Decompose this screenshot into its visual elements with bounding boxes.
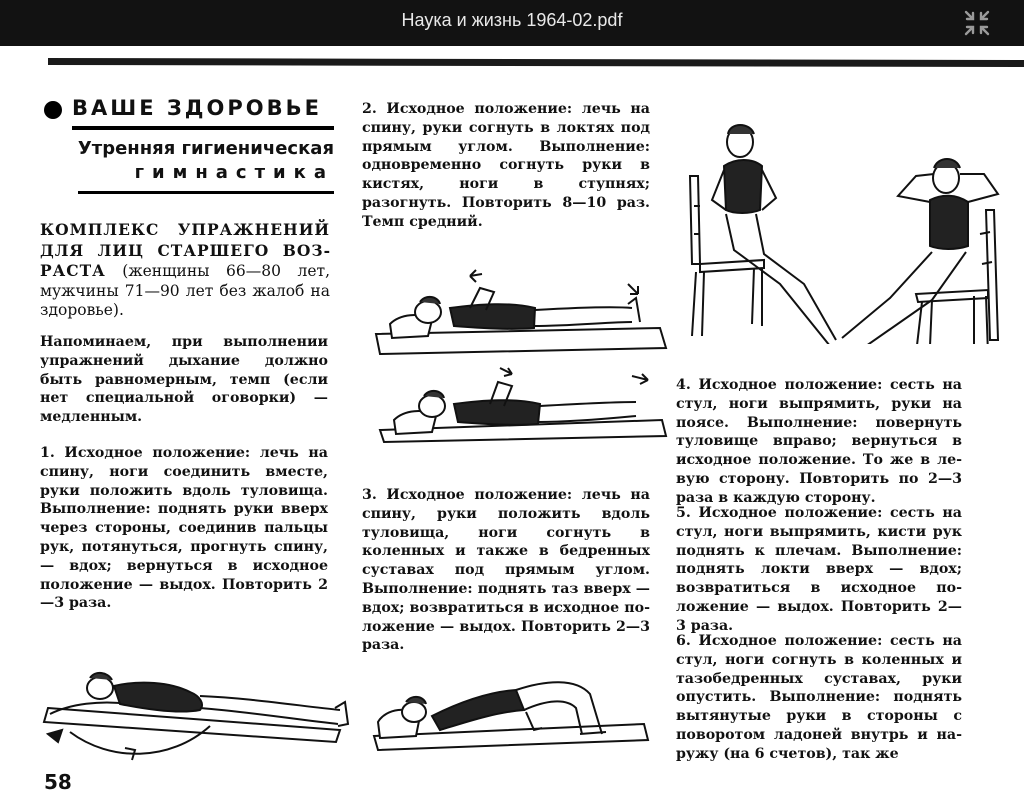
page-number: 58 [44, 770, 72, 794]
collapse-arrows-icon[interactable] [962, 8, 992, 38]
intro-caps: КОМПЛЕКС УПРАЖНЕНИЙ ДЛЯ ЛИЦ СТАРШЕГО ВОЗРАСТА [40, 220, 330, 280]
section-title: ВАШЕ ЗДОРОВЬЕ [72, 96, 322, 120]
exercise-3 [362, 486, 650, 655]
bullet-dot-icon [44, 101, 62, 119]
exercise-6 [676, 632, 962, 764]
exercise-2-illustration [370, 264, 670, 444]
exercise-5 [676, 504, 962, 636]
intro-rest: (женщины 66—80 лет, мужчины 71—90 лет без жалоб на здоровье). [40, 262, 330, 319]
subtitle-line-1: Утренняя гигиеническая [77, 138, 334, 159]
title-underline [72, 126, 334, 130]
top-rule [48, 58, 1024, 67]
exercise-3-text: 3. Исходное положение: лечь на спину, руки положить вдоль туловища, ноги согнуть в коленных и также в бедренных суставах под прямым углом. Выполнение: поднять таз вверх — вдох; возвратиться в исходное положение — выдох. Повторить 2—3 раза. [362, 487, 650, 654]
document-title: Наука и жизнь 1964-02.pdf [401, 10, 623, 30]
exercise-4-text: 4. Исходное положение: сесть на стул, ноги выпрямить, руки на поясе. Выполнение: повернуть туловище вправо; вернуться в исходное положение. То же в левую сторону. Повторить по 2—3 раза в каждую сторону. [676, 377, 962, 506]
subtitle-underline [78, 191, 334, 194]
subtitle-line-2: гимнастика [134, 162, 334, 183]
reminder-paragraph [40, 333, 328, 427]
exercise-5-text: 5. Исходное положение: сесть на стул, ноги выпрямить, кисти рук поднять к плечам. Выполнение: поднять локти вверх — вдох; возвратиться в исходное положение — выдох. Повторить 2—3 раза. [676, 505, 962, 634]
reminder-text: Напоминаем, при выполнении упражнений дыхание должно быть равномерным, темп (если нет специальной оговорки) — медленным. [40, 334, 328, 426]
exercise-4 [676, 376, 962, 508]
exercise-6-text: 6. Исходное положение: сесть на стул, ноги согнуть в коленных и тазобедренных суставах, руки опустить. Выполнение: поднять вытянутые руки в стороны с поворотом ладоней внутрь и наружу (на 6 счетов), так же [676, 633, 962, 762]
exercise-4-5-illustration [684, 114, 1014, 344]
intro-paragraph [40, 220, 330, 321]
exercise-1-text: 1. Исходное положение: лечь на спину, ноги соединить вместе, руки положить вдоль туловища. Выполнение: поднять руки вверх через стороны, соединив пальцы рук, потянуться, прогнуть спину,— вдох; вернуться в исходное положение — выдох. Повторить 2—3 раза. [40, 445, 328, 612]
exercise-2 [362, 100, 650, 232]
exercise-1-illustration [40, 652, 360, 762]
exercise-1 [40, 444, 328, 613]
exercise-2-text: 2. Исходное положение: лечь на спину, руки согнуть в локтях под прямым углом. Выполнение: одновременно согнуть руки в кистях, ноги в ступнях; разогнуть. Повторить 8—10 раз. Темп средний. [362, 101, 650, 230]
viewer-title-bar [0, 0, 1024, 46]
exercise-3-illustration [366, 656, 656, 756]
magazine-page [0, 46, 1024, 794]
